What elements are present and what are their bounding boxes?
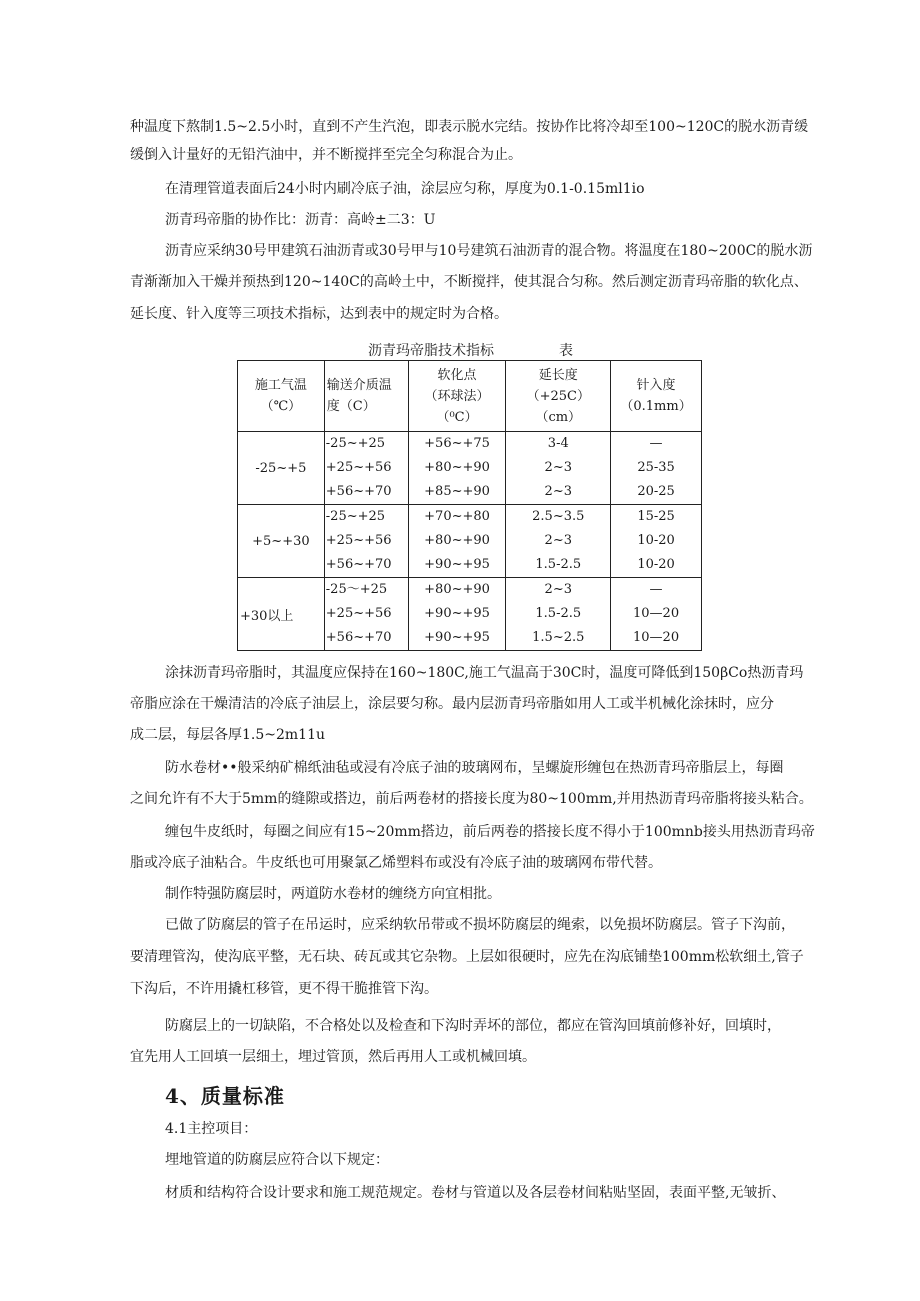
condition-cell: -25~+5 [238, 432, 325, 505]
softening-cell: +80~+90 +90~+95 +90~+95 [408, 578, 506, 651]
condition-cell: +5~+30 [238, 505, 325, 578]
paragraph-line: 帝脂应涂在干燥清洁的冷底子油层上，涂层要匀称。最内层沥青玛帝脂如用人工或半机械化涂抹时，应分 [130, 696, 774, 712]
penetration-cell: — 25-35 20-25 [611, 432, 702, 505]
paragraph-line: 防水卷材••般采纳矿棉纸油毡或浸有冷底子油的玻璃网布，呈螺旋形缠包在热沥青玛帝脂层上，每圈 [165, 760, 784, 776]
section-heading: 4、质量标准 [165, 1084, 285, 1108]
paragraph-line: 延长度、针入度等三项技术指标，达到表中的规定时为合格。 [130, 306, 508, 322]
paragraph-line: 之间允许有不大于5mm的缝隙或搭边，前后两卷材的搭接长度为80~100mm,并用热沥青玛帝脂将接头粘合。 [130, 791, 813, 807]
medium-temp-cell: -25~+25 +25~+56 +56~+70 [324, 505, 408, 578]
paragraph-line: 涂抹沥青玛帝脂时，其温度应保持在160~180C,施工气温高于30C时，温度可降低到150βCo热沥青玛 [165, 665, 804, 681]
paragraph-line: 要清理管沟，使沟底平整，无石块、砖瓦或其它杂物。上层如很硬时，应先在沟底铺垫100mm松软细土,管子 [130, 949, 804, 965]
paragraph-line: 脂或冷底子油粘合。牛皮纸也可用聚氯乙烯塑料布或没有冷底子油的玻璃网布带代替。 [130, 855, 662, 871]
paragraph-line: 缓倒入计量好的无铅汽油中，并不断搅拌至完全匀称混合为止。 [130, 147, 522, 163]
paragraph: 在清理管道表面后24小时内刷冷底子油，涂层应匀称，厚度为0.1-0.15ml1io [165, 181, 645, 197]
condition-cell: +30以上 [238, 578, 325, 651]
elongation-cell: 2~3 1.5-2.5 1.5~2.5 [506, 578, 611, 651]
penetration-cell: 15-25 10-20 10-20 [611, 505, 702, 578]
paragraph: 制作特强防腐层时，两道防水卷材的缠绕方向宜相批。 [165, 886, 501, 902]
softening-cell: +70~+80 +80~+90 +90~+95 [408, 505, 506, 578]
header-air-temp: 施工气温 （℃） [238, 361, 325, 432]
asphalt-spec-table [237, 360, 702, 651]
table-row [238, 578, 702, 651]
paragraph-line: 成二层，每层各厚1.5~2m11u [130, 727, 326, 743]
paragraph: 埋地管道的防腐层应符合以下规定： [165, 1152, 389, 1168]
header-elongation: 延长度 （+25C） （cm） [506, 361, 611, 432]
table-header-row [238, 361, 702, 432]
header-medium-temp: 输送介质温 度（C） [324, 361, 408, 432]
table-row [238, 505, 702, 578]
paragraph-line: 下沟后，不许用撬杠移管，更不得干脆推管下沟。 [130, 981, 438, 997]
header-softening-point: 软化点 （环球法） （⁰C） [408, 361, 506, 432]
paragraph-line: 青渐渐加入干燥并预热到120~140C的高岭土中，不断搅拌，使其混合匀称。然后测定沥青玛帝脂的软化点、 [130, 274, 808, 290]
paragraph-line: 种温度下熬制1.5~2.5小时，直到不产生汽泡，即表示脱水完结。按协作比将冷却至100~120C的脱水沥青缓 [130, 119, 809, 135]
paragraph-line: 缠包牛皮纸时，每圈之间应有15~20mm搭边，前后两卷的搭接长度不得小于100mnb接头用热沥青玛帝 [165, 824, 815, 840]
medium-temp-cell: -25~+25 +25~+56 +56~+70 [324, 432, 408, 505]
table-row [238, 432, 702, 505]
softening-cell: +56~+75 +80~+90 +85~+90 [408, 432, 506, 505]
header-penetration: 针入度 （0.1mm） [611, 361, 702, 432]
paragraph-line: 防腐层上的一切缺陷，不合格处以及检查和下沟时弄坏的部位，都应在管沟回填前修补好，回填时， [165, 1018, 781, 1034]
table-caption: 沥青玛帝脂技术指标 [368, 343, 494, 359]
paragraph-line: 宜先用人工回填一层细土，埋过管顶，然后再用人工或机械回填。 [130, 1049, 536, 1065]
elongation-cell: 2.5~3.5 2~3 1.5-2.5 [506, 505, 611, 578]
elongation-cell: 3-4 2~3 2~3 [506, 432, 611, 505]
penetration-cell: — 10—20 10—20 [611, 578, 702, 651]
paragraph-line: 已做了防腐层的管子在吊运时，应采纳软吊带或不损坏防腐层的绳索，以免损坏防腐层。管子下沟前， [165, 917, 795, 933]
paragraph: 材质和结构符合设计要求和施工规范规定。卷材与管道以及各层卷材间粘贴坚固，表面平整,无皱折、 [165, 1185, 786, 1201]
medium-temp-cell: -25～+25 +25~+56 +56~+70 [324, 578, 408, 651]
paragraph: 沥青玛帝脂的协作比：沥青：高岭±二3：U [165, 212, 436, 228]
paragraph-line: 沥青应采纳30号甲建筑石油沥青或30号甲与10号建筑石油沥青的混合物。将温度在180~200C的脱水沥 [165, 243, 813, 259]
subsection-title: 4.1主控项目： [165, 1121, 258, 1137]
table-caption-suffix: 表 [559, 343, 573, 359]
